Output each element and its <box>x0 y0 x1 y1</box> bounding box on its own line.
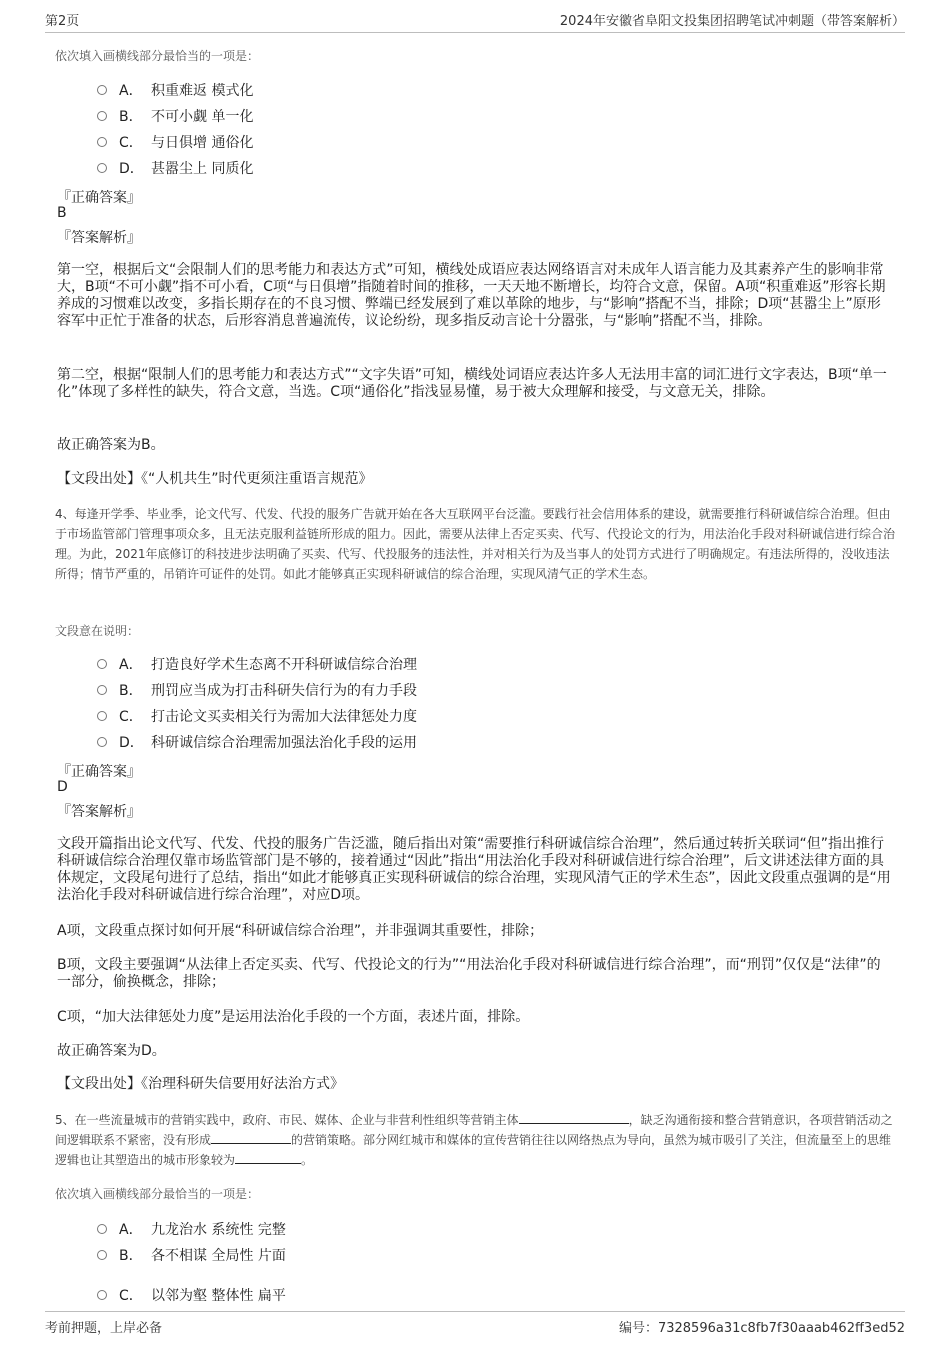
q4-analysis-c: C项，“加大法律惩处力度”是运用法治化手段的一个方面，表述片面，排除。 <box>57 1009 530 1025</box>
q4-analysis-label: 『答案解析』 <box>57 804 141 820</box>
radio-icon[interactable] <box>97 85 107 95</box>
q4-prompt: 文段意在说明： <box>55 624 140 638</box>
radio-icon[interactable] <box>97 1290 107 1300</box>
q5-number: 5、 <box>55 1113 75 1127</box>
q3-analysis-conclusion: 故正确答案为B。 <box>57 437 165 453</box>
document-title: 2024年安徽省阜阳文投集团招聘笔试冲刺题（带答案解析） <box>559 14 905 29</box>
q3-analysis-label: 『答案解析』 <box>57 230 141 246</box>
radio-icon[interactable] <box>97 711 107 721</box>
q4-analysis-conclusion: 故正确答案为D。 <box>57 1043 166 1059</box>
q4-analysis-a: A项，文段重点探讨如何开展“科研诚信综合治理”，并非强调其重要性，排除； <box>57 923 544 939</box>
q4-options <box>97 651 417 755</box>
q4-analysis-b: B项，文段主要强调“从法律上否定买卖、代写、代投论文的行为”“用法治化手段对科研诚信进行综合治理”，而“刑罚”仅仅是“法律”的一部分，偷换概念，排除； <box>57 957 881 990</box>
q3-option-d[interactable]: D． 甚嚣尘上 同质化 <box>97 155 253 181</box>
q5-option-b[interactable]: B． 各不相谋 全局性 片面 <box>97 1242 286 1268</box>
q3-option-c[interactable]: C． 与日俱增 通俗化 <box>97 129 253 155</box>
q4-number: 4、 <box>55 507 75 521</box>
q3-option-b[interactable]: B． 不可小觑 单一化 <box>97 103 253 129</box>
q5-option-c[interactable]: C． 以邻为壑 整体性 扁平 <box>97 1282 286 1308</box>
radio-icon[interactable] <box>97 1224 107 1234</box>
q4-stem <box>55 504 895 584</box>
q4-answer-label: 『正确答案』 <box>57 764 141 780</box>
radio-icon[interactable] <box>97 685 107 695</box>
q5-options <box>97 1216 286 1308</box>
q5-stem: 5、在一些流量城市的营销实践中，政府、市民、媒体、企业与非营利性组织等营销主体 ，缺乏沟通衔接和整合营销意识，各项营销活动之间逻辑联系不紧密，没有形成 的营销策略。部分网红城市和媒体的宣传营销往往以网络热点为导向，虽然为城市吸引了关注，但流量至上的思维逻辑也让其塑造出的城市形象较为 。 <box>55 1113 893 1167</box>
radio-icon[interactable] <box>97 1250 107 1260</box>
blank-line <box>211 1131 291 1144</box>
radio-icon[interactable] <box>97 111 107 121</box>
blank-line <box>519 1111 629 1124</box>
q4-source: 【文段出处】《治理科研失信要用好法治方式》 <box>57 1076 344 1092</box>
q3-source: 【文段出处】《“人机共生”时代更须注重语言规范》 <box>57 471 373 487</box>
page-number: 第2页 <box>45 14 80 29</box>
q4-option-d[interactable]: D． 科研诚信综合治理需加强法治化手段的运用 <box>97 729 417 755</box>
q3-answer-label: 『正确答案』 <box>57 190 141 206</box>
q4-option-a[interactable]: A． 打造良好学术生态离不开科研诚信综合治理 <box>97 651 417 677</box>
q4-stem-text: 每逢开学季、毕业季，论文代写、代发、代投的服务广告就开始在各大互联网平台泛滥。要践行社会信用体系的建设，就需要推行科研诚信综合治理。但由于市场监管部门管理事项众多，且无法克服利益链所形成的阻力。因此，需要从法律上否定买卖、代写、代投论文的行为，用法治化手段对科研诚信进行综合治理。为此，2021年底修订的科技进步法明确了买卖、代写、代投服务的违法性，并对相关行为及当事人的处罚方式进行了明确规定。有违法所得的，没收违法所得；情节严重的，吊销许可证件的处罚。如此才能够真正实现科研诚信的综合治理，实现风清气正的学术生态。 <box>55 507 896 581</box>
q5-prompt: 依次填入画横线部分最恰当的一项是： <box>55 1187 260 1201</box>
footer-slogan: 考前押题，上岸必备 <box>45 1321 163 1336</box>
blank-line <box>235 1151 301 1164</box>
q3-option-a[interactable]: A． 积重难返 模式化 <box>97 77 253 103</box>
q3-analysis-p2: 第二空，根据“限制人们的思考能力和表达方式”“文字失语”可知，横线处词语应表达许多人无法用丰富的词汇进行文字表达，B项“单一化”体现了多样性的缺失，符合文意，当选。C项“通俗化”指浅显易懂，易于被大众理解和接受，与文意无关，排除。 <box>57 367 887 400</box>
q4-answer: D <box>57 779 68 795</box>
radio-icon[interactable] <box>97 137 107 147</box>
q3-options <box>97 77 253 181</box>
radio-icon[interactable] <box>97 659 107 669</box>
q4-option-b[interactable]: B． 刑罚应当成为打击科研失信行为的有力手段 <box>97 677 417 703</box>
radio-icon[interactable] <box>97 163 107 173</box>
q3-analysis-p1: 第一空，根据后文“会限制人们的思考能力和表达方式”可知，横线处成语应表达网络语言对未成年人语言能力及其素养产生的影响非常大，B项“不可小觑”指不可小看，C项“与日俱增”指随着时间的推移，一天天地不断增长，均符合文意，保留。A项“积重难返”形容长期养成的习惯难以改变，多指长期存在的不良习惯、弊端已经发展到了难以革除的地步，与“影响”搭配不当，排除；D项“甚嚣尘上”原形容军中正忙于准备的状态，后形容消息普遍流传，议论纷纷，现多指反动言论十分嚣张，与“影响”搭配不当，排除。 <box>57 262 886 329</box>
footer-serial: 编号：7328596a31c8fb7f30aaab462ff3ed52 <box>618 1321 905 1336</box>
q4-option-c[interactable]: C． 打击论文买卖相关行为需加大法律惩处力度 <box>97 703 417 729</box>
radio-icon[interactable] <box>97 737 107 747</box>
q5-option-a[interactable]: A． 九龙治水 系统性 完整 <box>97 1216 286 1242</box>
q3-answer: B <box>57 205 67 221</box>
q3-prompt: 依次填入画横线部分最恰当的一项是： <box>55 49 260 63</box>
q4-analysis-p1: 文段开篇指出论文代写、代发、代投的服务广告泛滥，随后指出对策“需要推行科研诚信综合治理”，然后通过转折关联词“但”指出推行科研诚信综合治理仅靠市场监管部门是不够的，接着通过“因此”指出“用法治化手段对科研诚信进行综合治理”，后文讲述法律方面的具体规定，文段尾句进行了总结，指出“如此才能够真正实现科研诚信的综合治理，实现风清气正的学术生态”，因此文段重点强调的是“用法治化手段对科研诚信进行综合治理”，对应D项。 <box>57 836 891 903</box>
page-footer <box>45 1311 905 1336</box>
